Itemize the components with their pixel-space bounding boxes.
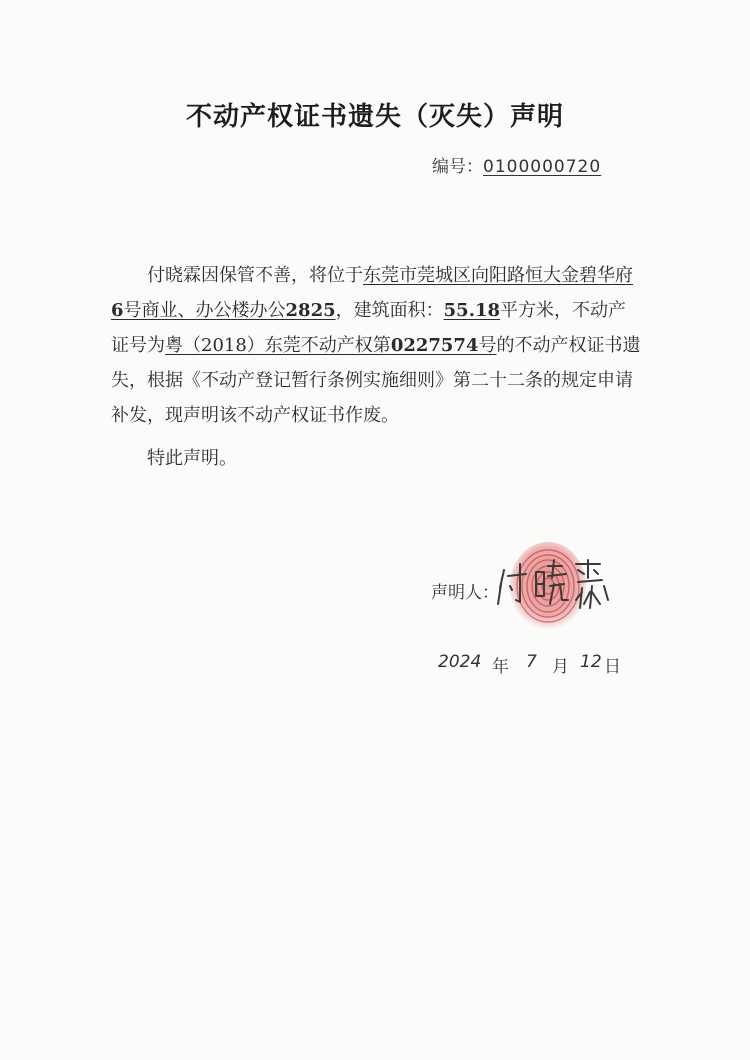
declaration-paragraph — [111, 258, 643, 433]
area-value: 55.18 — [443, 300, 501, 321]
serial-value: 0100000720 — [483, 157, 602, 177]
date-day: 12 — [580, 652, 602, 672]
tail-text: 的不动产权证书遗失，根据《不动产登记暂行条例实施细则》第二十二条的规定申请补发，现声明该不动产权证书作废。 — [111, 335, 641, 426]
date-month-unit: 月 — [552, 657, 569, 677]
address-part: 东莞市莞城区向阳路恒大金碧华府 — [363, 265, 633, 286]
date-year-unit: 年 — [492, 657, 509, 677]
declaration-body — [111, 258, 643, 476]
lead-text: 付晓霖因保管不善，将位于 — [147, 265, 363, 286]
document-title: 不动产权证书遗失（灭失）声明 — [185, 102, 564, 132]
closing-statement: 特此声明。 — [147, 448, 237, 469]
date-year: 2024 — [438, 652, 482, 672]
signature-date — [436, 650, 636, 684]
cert-part: 粤（2018）东莞不动产权第 — [165, 335, 391, 356]
date-day-unit: 日 — [604, 657, 621, 677]
cert-part: 号 — [478, 335, 497, 356]
signature-label: 声明人： — [431, 583, 499, 603]
date-month: 7 — [526, 652, 537, 672]
cert-num: 0227574 — [390, 335, 479, 356]
area-label: ，建筑面积： — [335, 300, 444, 321]
address-part: 号商业、办公楼办公 — [123, 300, 286, 321]
serial-label: 编号： — [432, 157, 483, 177]
address-number: 6 — [111, 300, 124, 321]
address-room: 2825 — [285, 300, 336, 321]
area-unit: 平方米，不动产证号为 — [111, 300, 627, 356]
handwritten-signature — [496, 556, 616, 616]
certificate-number — [165, 335, 496, 356]
serial-number — [432, 152, 601, 177]
